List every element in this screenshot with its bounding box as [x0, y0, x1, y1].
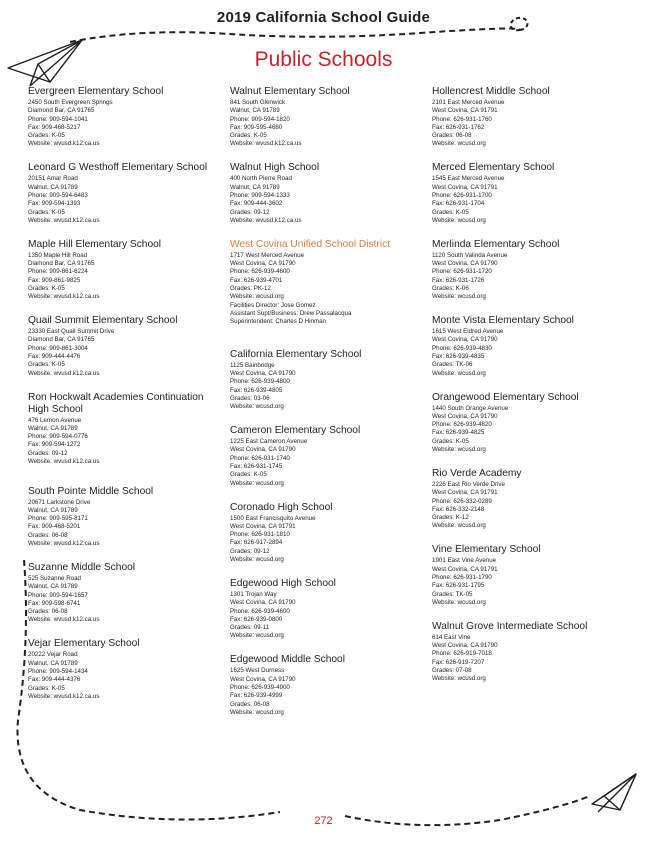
school-detail-line: Fax: 909-861-9825 [28, 276, 81, 284]
school-detail-line: Website: wcusd.org [432, 446, 486, 454]
section-title: Public Schools [254, 48, 393, 71]
school-detail-line: Website: wvusd.k12.ca.us [28, 140, 100, 148]
school-entry [432, 544, 632, 620]
school-detail-line: 20671 Larkstone Drive [28, 498, 91, 506]
school-detail-line: Fax: 626-939-0800 [230, 615, 283, 623]
school-detail-line: Website: wcusd.org [432, 216, 486, 224]
school-name: Walnut Elementary School [230, 86, 350, 97]
school-name: Edgewood High School [230, 577, 336, 589]
school-detail-line: 400 North Pierre Road [230, 175, 292, 183]
school-name: Orangewood Elementary School [432, 391, 579, 403]
school-detail-line: 20151 Amar Road [28, 175, 78, 183]
school-detail-line: Phone: 626-931-1740 [230, 454, 290, 462]
school-detail-line: Diamond Bar, CA 91765 [28, 107, 95, 115]
school-detail-line: Walnut, CA 91789 [28, 583, 78, 591]
school-detail-line: Fax: 626-939-4999 [230, 692, 283, 700]
school-detail-line: Fax: 626-919-7207 [432, 658, 485, 666]
school-name: Suzanne Middle School [28, 561, 136, 573]
school-detail-line: Phone: 909-594-6483 [28, 191, 88, 199]
school-detail-line: Website: wcusd.org [432, 522, 486, 530]
school-detail-line: Phone: 626-939-4600 [230, 607, 290, 615]
school-detail-line: 2101 East Merced Avenue [432, 99, 505, 106]
school-name: Cameron Elementary School [230, 425, 361, 437]
school-detail-line: West Covina, CA 91790 [432, 642, 498, 650]
school-detail-line: 476 Lemon Avenue [28, 416, 82, 424]
school-entry [230, 502, 426, 578]
school-name: Walnut High School [230, 162, 320, 174]
school-detail-line: Fax: 626-939-4825 [432, 429, 485, 437]
school-detail-line: Phone: 626-939-4830 [432, 344, 492, 352]
school-detail-line: Fax: 626-332-2148 [432, 505, 485, 513]
school-detail-line: Grades: 09-11 [230, 624, 270, 632]
school-entry [28, 638, 224, 714]
school-detail-line: West Covina, CA 91790 [230, 260, 296, 268]
school-detail-line: Website: wvusd.k12.ca.us [28, 369, 100, 377]
school-detail-line: 20222 Vejar Road [28, 651, 78, 659]
school-detail-line: Grades: K-05 [432, 208, 469, 216]
school-detail-line: 2226 East Rio Verde Drive [432, 480, 505, 488]
district-name: West Covina Unified School District [230, 238, 391, 250]
school-detail-line: Walnut, CA 91789 [28, 183, 78, 191]
school-detail-line: Superintendent: Charles D Hinman [230, 318, 326, 326]
school-detail-line: 1440 South Orange Avenue [432, 404, 509, 412]
school-detail-line: Website: wcusd.org [230, 479, 284, 487]
school-detail-line: Website: wcusd.org [230, 403, 284, 411]
school-detail-line: 1615 West Eldred Avenue [432, 328, 504, 336]
school-detail-line: Phone: 909-594-1333 [230, 191, 290, 199]
school-detail-line: Phone: 626-939-4820 [432, 421, 492, 429]
school-detail-line: Website: wcusd.org [432, 675, 486, 683]
school-detail-line: Phone: 626-332-0289 [432, 497, 492, 505]
school-detail-line: Website: wcusd.org [230, 293, 284, 301]
school-detail-line: West Covina, CA 91791 [432, 565, 498, 573]
school-detail-line: 614 East Vine [432, 633, 471, 641]
school-detail-line: Grades: K-06 [432, 284, 469, 292]
school-detail-line: Website: wvusd.k12.ca.us [28, 458, 100, 466]
school-detail-line: West Covina, CA 91790 [230, 675, 296, 683]
school-detail-line: Phone: 626-931-1810 [230, 531, 290, 539]
school-name: Ron Hockwalt Academies Continuation High School [28, 391, 204, 415]
school-column-2 [230, 86, 426, 731]
school-detail-line: Diamond Bar, CA 91765 [28, 260, 95, 268]
school-detail-line: Grades: K-05 [28, 132, 65, 140]
school-detail-line: Website: wcusd.org [230, 556, 284, 564]
school-detail-line: Fax: 626-939-4701 [230, 276, 283, 284]
school-entry [230, 578, 426, 654]
school-detail-line: Facilities Director: Jose Gomez [230, 301, 316, 309]
school-entry [28, 562, 224, 638]
school-detail-line: Grades: 06-08 [230, 700, 270, 708]
school-detail-line: Diamond Bar, CA 91765 [28, 336, 95, 344]
school-detail-line: Fax: 909-598-6741 [28, 599, 81, 607]
school-detail-line: Grades: TK-05 [432, 590, 473, 598]
school-detail-line: Grades: K-05 [230, 471, 267, 479]
school-name: Merced Elementary School [432, 162, 555, 174]
school-detail-line: Phone: 626-931-1700 [432, 191, 492, 199]
school-detail-line: Walnut, CA 91789 [230, 107, 280, 115]
school-detail-line: Phone: 909-861-3004 [28, 344, 88, 352]
school-entry [230, 86, 426, 162]
school-detail-line: Fax: 626-931-1795 [432, 582, 485, 590]
school-detail-line: Grades: K-12 [432, 514, 469, 522]
page-number: 272 [314, 815, 333, 827]
school-detail-line: Phone: 626-919-7018 [432, 650, 492, 658]
school-name: Rio Verde Academy [432, 467, 522, 479]
school-detail-line: Fax: 909-444-4376 [28, 676, 81, 684]
school-detail-line: Grades: 07-08 [432, 666, 472, 674]
school-entry [432, 315, 632, 391]
school-detail-line: Grades: K-05 [28, 208, 65, 216]
school-detail-line: West Covina, CA 91790 [432, 412, 498, 420]
school-entry [432, 621, 632, 697]
school-detail-line: Phone: 626-931-1760 [432, 115, 492, 123]
school-entry [28, 239, 224, 315]
school-detail-line: Website: wcusd.org [230, 708, 284, 716]
school-detail-line: Walnut, CA 91789 [28, 424, 78, 432]
school-detail-line: Grades: K-05 [230, 132, 267, 140]
school-detail-line: Fax: 909-594-1393 [28, 200, 81, 208]
school-detail-line: West Covina, CA 91791 [432, 107, 498, 115]
school-entry [230, 349, 426, 425]
school-detail-line: Walnut, CA 91789 [230, 183, 280, 191]
guide-header: 2019 California School Guide [216, 9, 431, 26]
school-detail-line: Fax: 909-594-1272 [28, 441, 81, 449]
school-detail-line: Fax: 626-917-2894 [230, 539, 283, 547]
school-detail-line: Phone: 909-594-1041 [28, 115, 88, 123]
school-detail-line: Grades: K-05 [28, 284, 65, 292]
school-detail-line: Phone: 626-931-1720 [432, 268, 492, 276]
school-entry [28, 315, 224, 391]
school-name: Quail Summit Elementary School [28, 315, 178, 327]
school-detail-line: West Covina, CA 91791 [230, 522, 296, 530]
school-detail-line: 1301 Trojan Way [230, 590, 277, 598]
school-name: Vine Elementary School [432, 544, 541, 556]
school-detail-line: Fax: 909-595-4680 [230, 123, 283, 131]
school-detail-line: Fax: 626-931-1704 [432, 200, 485, 208]
school-detail-line: Walnut, CA 91789 [28, 506, 78, 514]
school-detail-line: Website: wcusd.org [230, 632, 284, 640]
school-detail-line: Phone: 909-594-1434 [28, 667, 88, 675]
school-detail-line: Website: wcusd.org [432, 140, 486, 148]
school-detail-line: Grades: 06-08 [28, 608, 68, 616]
school-detail-line: Website: wcusd.org [432, 369, 486, 377]
school-detail-line: Fax: 909-468-5201 [28, 523, 81, 531]
school-detail-line: Phone: 909-861-6224 [28, 268, 88, 276]
school-detail-line: Fax: 626-939-4805 [230, 386, 283, 394]
school-detail-line: West Covina, CA 91791 [432, 183, 498, 191]
school-detail-line: Phone: 626-931-1790 [432, 573, 492, 581]
school-detail-line: Website: wcusd.org [432, 598, 486, 606]
school-column-1 [28, 86, 224, 715]
school-detail-line: 23330 East Quail Summit Drive [28, 328, 115, 336]
school-detail-line: Fax: 626-931-1726 [432, 276, 485, 284]
school-detail-line: Website: wcusd.org [432, 293, 486, 301]
school-entry [230, 162, 426, 238]
school-detail-line: Website: wvusd.k12.ca.us [28, 216, 100, 224]
school-detail-line: 1350 Maple Hill Road [28, 251, 88, 259]
school-detail-line: Assistant Supt/Business: Drew Passalacqua [230, 309, 352, 317]
school-detail-line: Phone: 909-594-1657 [28, 591, 88, 599]
school-detail-line: Grades: TK-06 [432, 361, 473, 369]
school-detail-line: Grades: 09-12 [230, 208, 270, 216]
school-entry [432, 239, 632, 315]
school-detail-line: West Covina, CA 91790 [432, 336, 498, 344]
school-name: Leonard G Westhoff Elementary School [28, 162, 208, 174]
school-detail-line: Grades: 09-12 [28, 449, 68, 457]
school-detail-line: Fax: 626-939-4835 [432, 353, 485, 361]
school-detail-line: Fax: 626-931-1762 [432, 123, 485, 131]
school-detail-line: Grades: 03-06 [230, 394, 270, 402]
school-entry [28, 86, 224, 162]
school-entry [28, 486, 224, 562]
school-detail-line: West Covina, CA 91790 [230, 446, 296, 454]
school-detail-line: Phone: 909-595-8171 [28, 515, 88, 523]
school-entry [432, 468, 632, 544]
school-detail-line: Phone: 909-594-0776 [28, 433, 88, 441]
school-detail-line: Website: wvusd.k12.ca.us [230, 140, 302, 148]
school-name: Merlinda Elementary School [432, 238, 560, 250]
school-entry [432, 392, 632, 468]
school-detail-line: Grades: K-05 [28, 361, 65, 369]
school-detail-line: West Covina, CA 91790 [230, 370, 296, 378]
school-detail-line: Website: wvusd.k12.ca.us [28, 616, 100, 624]
school-detail-line: 525 Suzanne Road [28, 574, 81, 582]
school-name: South Pointe Middle School [28, 485, 154, 497]
school-entry [432, 162, 632, 238]
school-detail-line: Fax: 909-468-5217 [28, 123, 81, 131]
school-detail-line: Website: wvusd.k12.ca.us [28, 692, 100, 700]
school-detail-line: Walnut, CA 91789 [28, 659, 78, 667]
school-detail-line: Grades: 06-08 [432, 132, 472, 140]
school-detail-line: Phone: 626-939-4600 [230, 268, 290, 276]
school-detail-line: Grades: K-05 [432, 437, 469, 445]
school-detail-line: 2450 South Evergreen Springs [28, 99, 113, 106]
school-detail-line: 1625 West Durness [230, 667, 285, 675]
school-entry [230, 425, 426, 501]
school-detail-line: 1225 East Cameron Avenue [230, 438, 308, 446]
school-detail-line: Phone: 909-594-1820 [230, 115, 290, 123]
school-detail-line: Grades: K-05 [28, 684, 65, 692]
school-detail-line: 1901 East Vine Avenue [432, 557, 497, 565]
school-detail-line: 1717 West Merced Avenue [230, 251, 305, 259]
school-entry [28, 162, 224, 238]
school-name: Coronado High School [230, 501, 333, 513]
school-detail-line: Website: wvusd.k12.ca.us [28, 540, 100, 548]
school-detail-line: Phone: 626-939-4900 [230, 683, 290, 691]
school-detail-line: Phone: 626-939-4800 [230, 378, 290, 386]
school-entry [432, 86, 632, 162]
top-dashed-path [70, 29, 520, 42]
school-entry [230, 654, 426, 730]
district-entry [230, 239, 426, 349]
school-detail-line: Fax: 909-444-4476 [28, 353, 81, 361]
school-name: Hollencrest Middle School [432, 86, 550, 97]
school-name: Evergreen Elementary School [28, 86, 164, 97]
school-detail-line: Fax: 626-931-1745 [230, 463, 283, 471]
school-detail-line: Fax: 909-444-3602 [230, 200, 283, 208]
school-name: Monte Vista Elementary School [432, 315, 574, 327]
school-name: Vejar Elementary School [28, 638, 140, 650]
school-detail-line: 1500 East Francisquito Avenue [230, 514, 316, 522]
school-detail-line: 1120 South Valinda Avenue [432, 251, 508, 259]
school-detail-line: 841 South Glenwick [230, 99, 286, 106]
school-name: Edgewood Middle School [230, 654, 345, 666]
paper-airplane-icon [592, 774, 636, 812]
school-column-3 [432, 86, 632, 697]
school-entry [28, 392, 224, 486]
school-detail-line: 1545 East Merced Avenue [432, 175, 505, 183]
school-detail-line: West Covina, CA 91790 [432, 260, 498, 268]
school-detail-line: Website: wvusd.k12.ca.us [230, 216, 302, 224]
school-detail-line: Grades: 06-08 [28, 531, 68, 539]
school-detail-line: 1125 Bainbridge [230, 361, 275, 369]
school-name: Walnut Grove Intermediate School [432, 620, 588, 632]
school-name: Maple Hill Elementary School [28, 238, 162, 250]
school-detail-line: Grades: 09-12 [230, 547, 270, 555]
school-detail-line: Grades: PK-12 [230, 284, 271, 292]
school-detail-line: Website: wvusd.k12.ca.us [28, 293, 100, 301]
school-detail-line: West Covina, CA 91791 [432, 489, 498, 497]
school-name: California Elementary School [230, 348, 362, 360]
school-detail-line: West Covina, CA 91790 [230, 599, 296, 607]
